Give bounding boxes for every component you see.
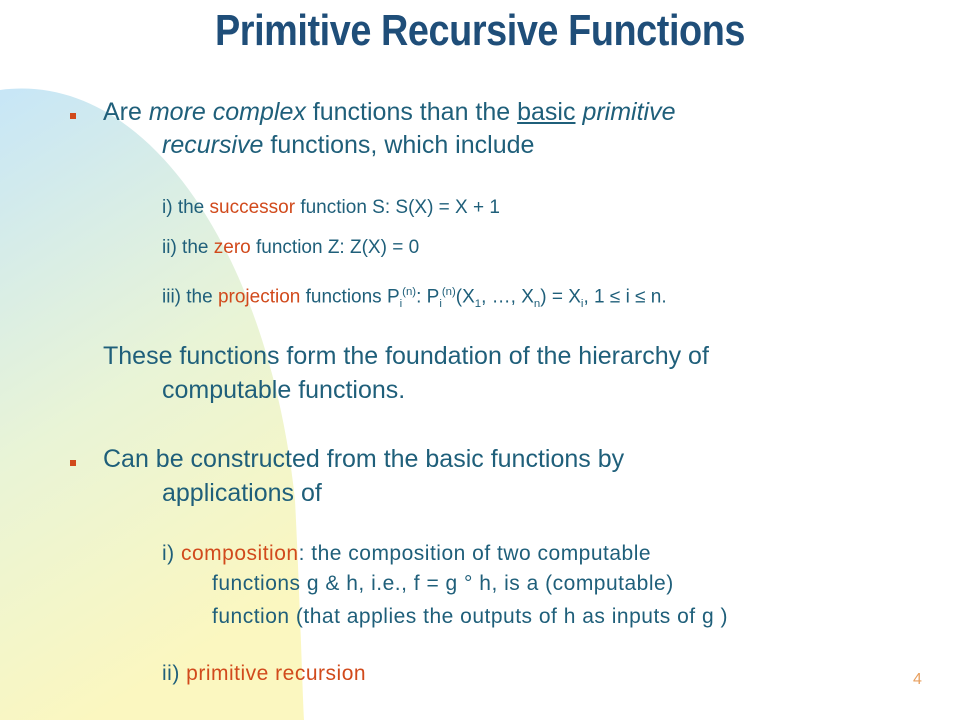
item-projection (162, 280, 667, 316)
subscript: i (399, 298, 403, 311)
text: functions, which include (263, 131, 535, 159)
item-composition-line3: function (that applies the outputs of h as inputs of g ) (212, 605, 728, 628)
page-number: 4 (913, 671, 922, 688)
text: i) the (162, 197, 210, 218)
bullet2-line1: Can be constructed from the basic functions by (103, 445, 625, 473)
paragraph-line2: computable functions. (162, 376, 406, 404)
superscript: (n) (402, 286, 417, 298)
item-composition (162, 539, 651, 568)
item-zero (162, 236, 419, 260)
bullet-marker (70, 460, 76, 466)
bullet1-line1 (103, 96, 676, 129)
subscript: i (580, 298, 584, 311)
text: , …, X (481, 286, 534, 308)
text: ) = X (540, 286, 581, 308)
subscript: i (439, 298, 442, 311)
subscript: n (533, 298, 541, 311)
text: iii) the (162, 286, 218, 308)
text: , 1 ≤ i ≤ n. (583, 286, 667, 308)
bullet1-line2 (162, 129, 534, 162)
italic-text: more complex (148, 98, 306, 126)
italic-text: recursive (162, 131, 264, 159)
item-primitive-recursion (162, 659, 366, 688)
slide-title: Primitive Recursive Functions (214, 6, 746, 55)
item-successor (162, 196, 500, 220)
text: function Z: Z(X) = 0 (250, 237, 420, 258)
text: ii) (162, 662, 187, 685)
text: ii) the (162, 237, 214, 258)
italic-text: primitive (582, 98, 676, 126)
text: functions than the (305, 98, 518, 126)
text: functions P (300, 286, 400, 308)
text: Are (103, 98, 149, 126)
highlight-text: projection (217, 286, 301, 308)
text: i) (162, 542, 181, 565)
superscript: (n) (441, 286, 456, 298)
subscript: 1 (474, 298, 482, 311)
text: : the composition of two computable (298, 542, 652, 565)
highlight-text: zero (213, 237, 251, 258)
bullet-marker (70, 113, 76, 119)
highlight-text: successor (209, 197, 296, 218)
bullet2-line2: applications of (162, 479, 322, 507)
text: : P (416, 286, 440, 308)
item-composition-line2: functions g & h, i.e., f = g ° h, is a (computable) (212, 572, 674, 595)
highlight-text: primitive recursion (186, 662, 367, 685)
text: (X (455, 286, 475, 308)
highlight-text: composition (181, 542, 299, 565)
text: function S: S(X) = X + 1 (295, 197, 500, 218)
paragraph-line1: These functions form the foundation of the hierarchy of (103, 342, 709, 370)
underlined-text: basic (517, 98, 576, 126)
